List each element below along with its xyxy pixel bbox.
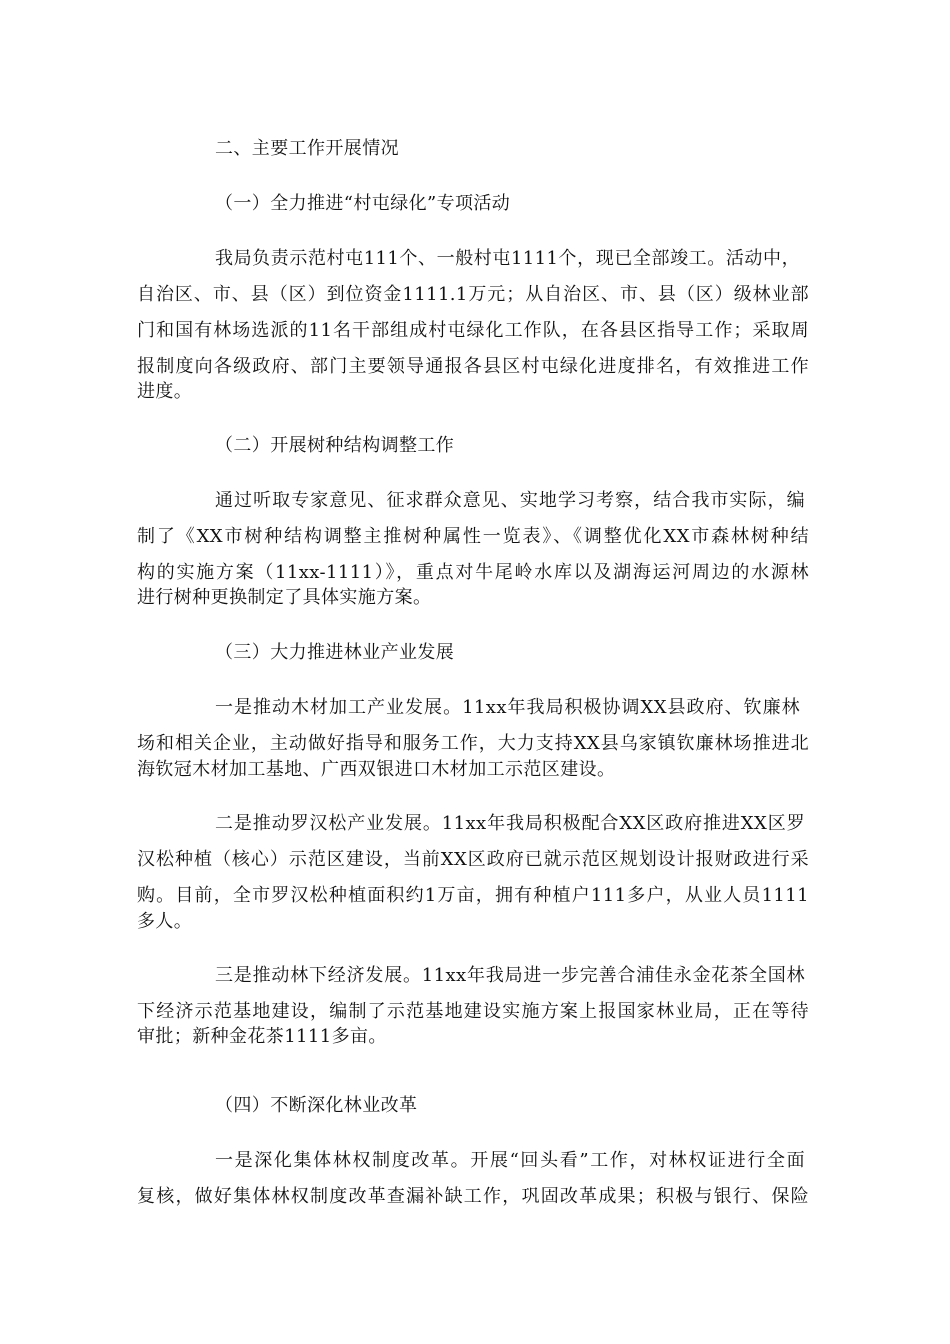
paragraph-line: 购。目前，全市罗汉松种植面积约1万亩，拥有种植户111多户，从业人员1111 — [137, 885, 809, 906]
paragraph-line: 场和相关企业，主动做好指导和服务工作，大力支持XX县乌家镇钦廉林场推进北 — [137, 733, 809, 754]
paragraph-line: 复核，做好集体林权制度改革查漏补缺工作，巩固改革成果；积极与银行、保险 — [137, 1186, 809, 1207]
paragraph-line: 构的实施方案（11xx-1111）》，重点对牛尾岭水库以及湖海运河周边的水源林 — [137, 562, 809, 583]
paragraph-line: 审批；新种金花茶1111多亩。 — [137, 1026, 387, 1047]
paragraph-line: 二是推动罗汉松产业发展。11xx年我局积极配合XX区政府推进XX区罗 — [215, 813, 805, 834]
paragraph-line: 三是推动林下经济发展。11xx年我局进一步完善合浦佳永金花茶全国林 — [215, 965, 805, 986]
subsection-2-heading: （二）开展树种结构调整工作 — [215, 435, 455, 456]
paragraph-line: 自治区、市、县（区）到位资金1111.1万元；从自治区、市、县（区）级林业部 — [137, 284, 809, 305]
subsection-1-heading: （一）全力推进“村屯绿化”专项活动 — [215, 193, 511, 214]
paragraph-line: 我局负责示范村屯111个、一般村屯1111个，现已全部竣工。活动中， — [215, 248, 800, 269]
paragraph-line: 通过听取专家意见、征求群众意见、实地学习考察，结合我市实际，编 — [215, 490, 805, 511]
paragraph-line: 海钦冠木材加工基地、广西双银进口木材加工示范区建设。 — [137, 759, 616, 780]
section-heading: 二、主要工作开展情况 — [215, 138, 399, 159]
subsection-4-heading: （四）不断深化林业改革 — [215, 1095, 418, 1116]
subsection-3-heading: （三）大力推进林业产业发展 — [215, 642, 455, 663]
paragraph-line: 多人。 — [137, 911, 193, 932]
paragraph-line: 进行树种更换制定了具体实施方案。 — [137, 587, 432, 608]
paragraph-line: 一是深化集体林权制度改革。开展“回头看”工作，对林权证进行全面 — [215, 1150, 805, 1171]
paragraph-line: 一是推动木材加工产业发展。11xx年我局积极协调XX县政府、钦廉林 — [215, 697, 800, 718]
paragraph-line: 下经济示范基地建设，编制了示范基地建设实施方案上报国家林业局，正在等待 — [137, 1001, 809, 1022]
paragraph-line: 报制度向各级政府、部门主要领导通报各县区村屯绿化进度排名，有效推进工作 — [137, 356, 809, 377]
paragraph-line: 汉松种植（核心）示范区建设，当前XX区政府已就示范区规划设计报财政进行采 — [137, 849, 809, 870]
paragraph-line: 制了《XX市树种结构调整主推树种属性一览表》、《调整优化XX市森林树种结 — [137, 526, 809, 547]
paragraph-line: 进度。 — [137, 381, 193, 402]
paragraph-line: 门和国有林场选派的11名干部组成村屯绿化工作队，在各县区指导工作；采取周 — [137, 320, 809, 341]
